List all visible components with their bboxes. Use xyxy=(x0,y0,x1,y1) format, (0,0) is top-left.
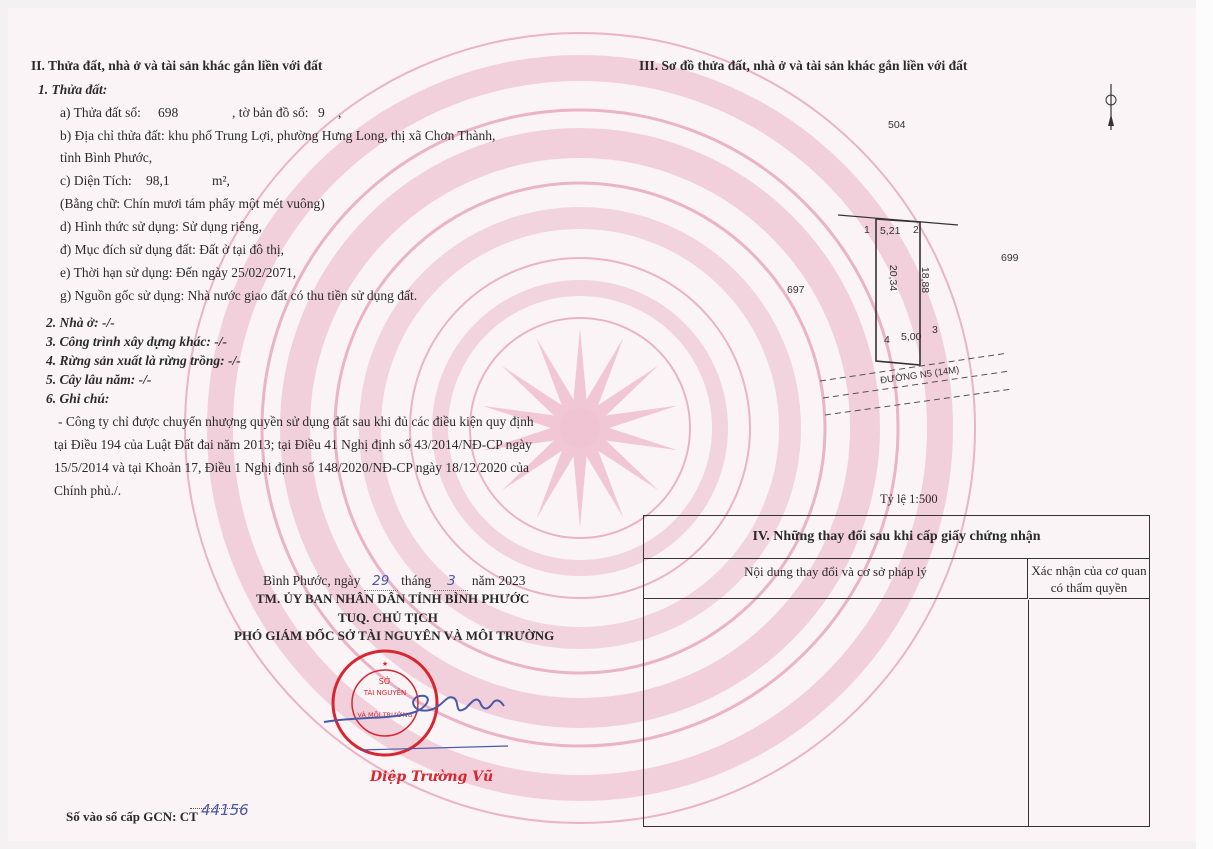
edge-bottom-length: 5,00 xyxy=(901,331,922,343)
handwritten-signature xyxy=(320,680,520,760)
house-item: 2. Nhà ở: -/- xyxy=(46,315,115,330)
area-in-words: (Bằng chữ: Chín mươi tám phẩy một mét vuông) xyxy=(60,196,325,211)
certificate-page xyxy=(8,8,1197,841)
corner-3: 3 xyxy=(932,324,938,336)
section4-title: IV. Những thay đổi sau khi cấp giấy chứng nhận xyxy=(644,516,1149,559)
road-label: ĐƯỜNG N5 (14M) xyxy=(879,364,960,387)
parcel-diagram xyxy=(798,203,1018,423)
neighbor-parcel-right: 699 xyxy=(1001,252,1019,264)
column-header-changes-label: Nội dung thay đổi và cơ sở pháp lý xyxy=(744,564,927,579)
corner-4: 4 xyxy=(884,334,890,346)
construction-item: 3. Công trình xây dựng khác: -/- xyxy=(46,334,227,349)
edge-right-length: 18,88 xyxy=(919,266,932,294)
note-line: Chính phủ./. xyxy=(54,483,122,498)
map-sheet-number: 9 xyxy=(318,105,325,120)
address-line1: b) Địa chỉ thửa đất: khu phố Trung Lợi, phường Hưng Long, thị xã Chơn Thành, xyxy=(60,128,496,143)
notes-heading: 6. Ghi chú: xyxy=(46,391,110,406)
usage-term: e) Thời hạn sử dụng: Đến ngày 25/02/2071, xyxy=(60,265,297,280)
column-header-confirmation xyxy=(1029,559,1149,599)
column-header-changes xyxy=(644,559,1028,599)
svg-text:★: ★ xyxy=(381,660,389,668)
signature-day: 29 xyxy=(364,572,398,591)
address-line2: tỉnh Bình Phước, xyxy=(60,150,153,165)
changes-content-cell xyxy=(644,600,1029,826)
signer-name: Diệp Trường Vũ xyxy=(370,769,494,785)
usage-form: d) Hình thức sử dụng: Sử dụng riêng, xyxy=(60,219,262,234)
seal-center-line3: VÀ MÔI TRƯỜNG xyxy=(357,711,413,719)
signature-place-date xyxy=(263,572,525,591)
corner-1: 1 xyxy=(864,224,870,236)
month-label: tháng xyxy=(401,573,432,588)
signature-month: 3 xyxy=(434,572,468,591)
note-line: 15/5/2014 và tại Khoản 17, Điều 1 Nghị định số 148/2020/NĐ-CP ngày 18/12/2020 của xyxy=(54,460,529,475)
column-header-confirmation-line2: có thẩm quyền xyxy=(1050,580,1128,595)
seal-center-line2: TÀI NGUYÊN xyxy=(363,689,407,697)
section2-title: II. Thửa đất, nhà ở và tài sản khác gắn liền với đất xyxy=(31,58,323,73)
forest-item: 4. Rừng sản xuất là rừng trồng: -/- xyxy=(46,353,241,368)
parcel-number-label: a) Thửa đất số: xyxy=(60,105,141,120)
register-number: 44156 xyxy=(201,801,249,819)
signature-authority-line2: TUQ. CHỦ TỊCH xyxy=(338,610,438,625)
section3-title: III. Sơ đồ thửa đất, nhà ở và tài sản khác gắn liền với đất xyxy=(639,58,968,73)
signature-authority-line1: TM. ỦY BAN NHÂN DÂN TỈNH BÌNH PHƯỚC xyxy=(256,591,530,606)
usage-purpose: đ) Mục đích sử dụng đất: Đất ở tại đô thị, xyxy=(60,242,285,257)
changes-table xyxy=(643,515,1150,827)
note-line: tại Điều 194 của Luật Đất đai năm 2013; tại Điều 41 Nghị định số 43/2014/NĐ-CP ngày xyxy=(54,437,532,452)
edge-top-length: 5,21 xyxy=(880,225,901,237)
scale-label: Tỷ lệ 1:500 xyxy=(880,492,938,506)
note-line: - Công ty chỉ được chuyển nhượng quyền sử dụng đất sau khi đủ các điều kiện quy định xyxy=(58,414,534,429)
trees-item: 5. Cây lâu năm: -/- xyxy=(46,372,152,387)
seal-center-line1: SỞ xyxy=(378,677,392,686)
north-arrow-icon xyxy=(1103,84,1119,130)
area-value: 98,1 xyxy=(146,173,170,188)
map-sheet-comma: , xyxy=(338,105,342,120)
edge-left-length: 20,34 xyxy=(887,264,900,292)
column-header-confirmation-line1: Xác nhận của cơ quan xyxy=(1031,563,1147,578)
parcel-number: 698 xyxy=(158,105,179,120)
register-label: Số vào sổ cấp GCN: CT xyxy=(66,809,198,824)
signature-authority-line3: PHÓ GIÁM ĐỐC SỞ TÀI NGUYÊN VÀ MÔI TRƯỜNG xyxy=(234,628,555,643)
corner-2: 2 xyxy=(913,224,919,236)
parcel-heading: 1. Thửa đất: xyxy=(38,82,108,97)
confirmation-cell xyxy=(1029,600,1149,826)
map-sheet-label: , tờ bản đồ số: xyxy=(232,105,309,120)
neighbor-parcel-left: 697 xyxy=(787,284,805,296)
place-date-prefix: Bình Phước, ngày xyxy=(263,573,361,588)
neighbor-parcel-top: 504 xyxy=(888,119,906,131)
page-edge xyxy=(1196,0,1213,849)
year-label: năm 2023 xyxy=(471,573,526,588)
land-origin: g) Nguồn gốc sử dụng: Nhà nước giao đất có thu tiền sử dụng đất. xyxy=(60,288,418,303)
area-label: c) Diện Tích: xyxy=(60,173,132,188)
area-unit: m², xyxy=(212,173,230,188)
